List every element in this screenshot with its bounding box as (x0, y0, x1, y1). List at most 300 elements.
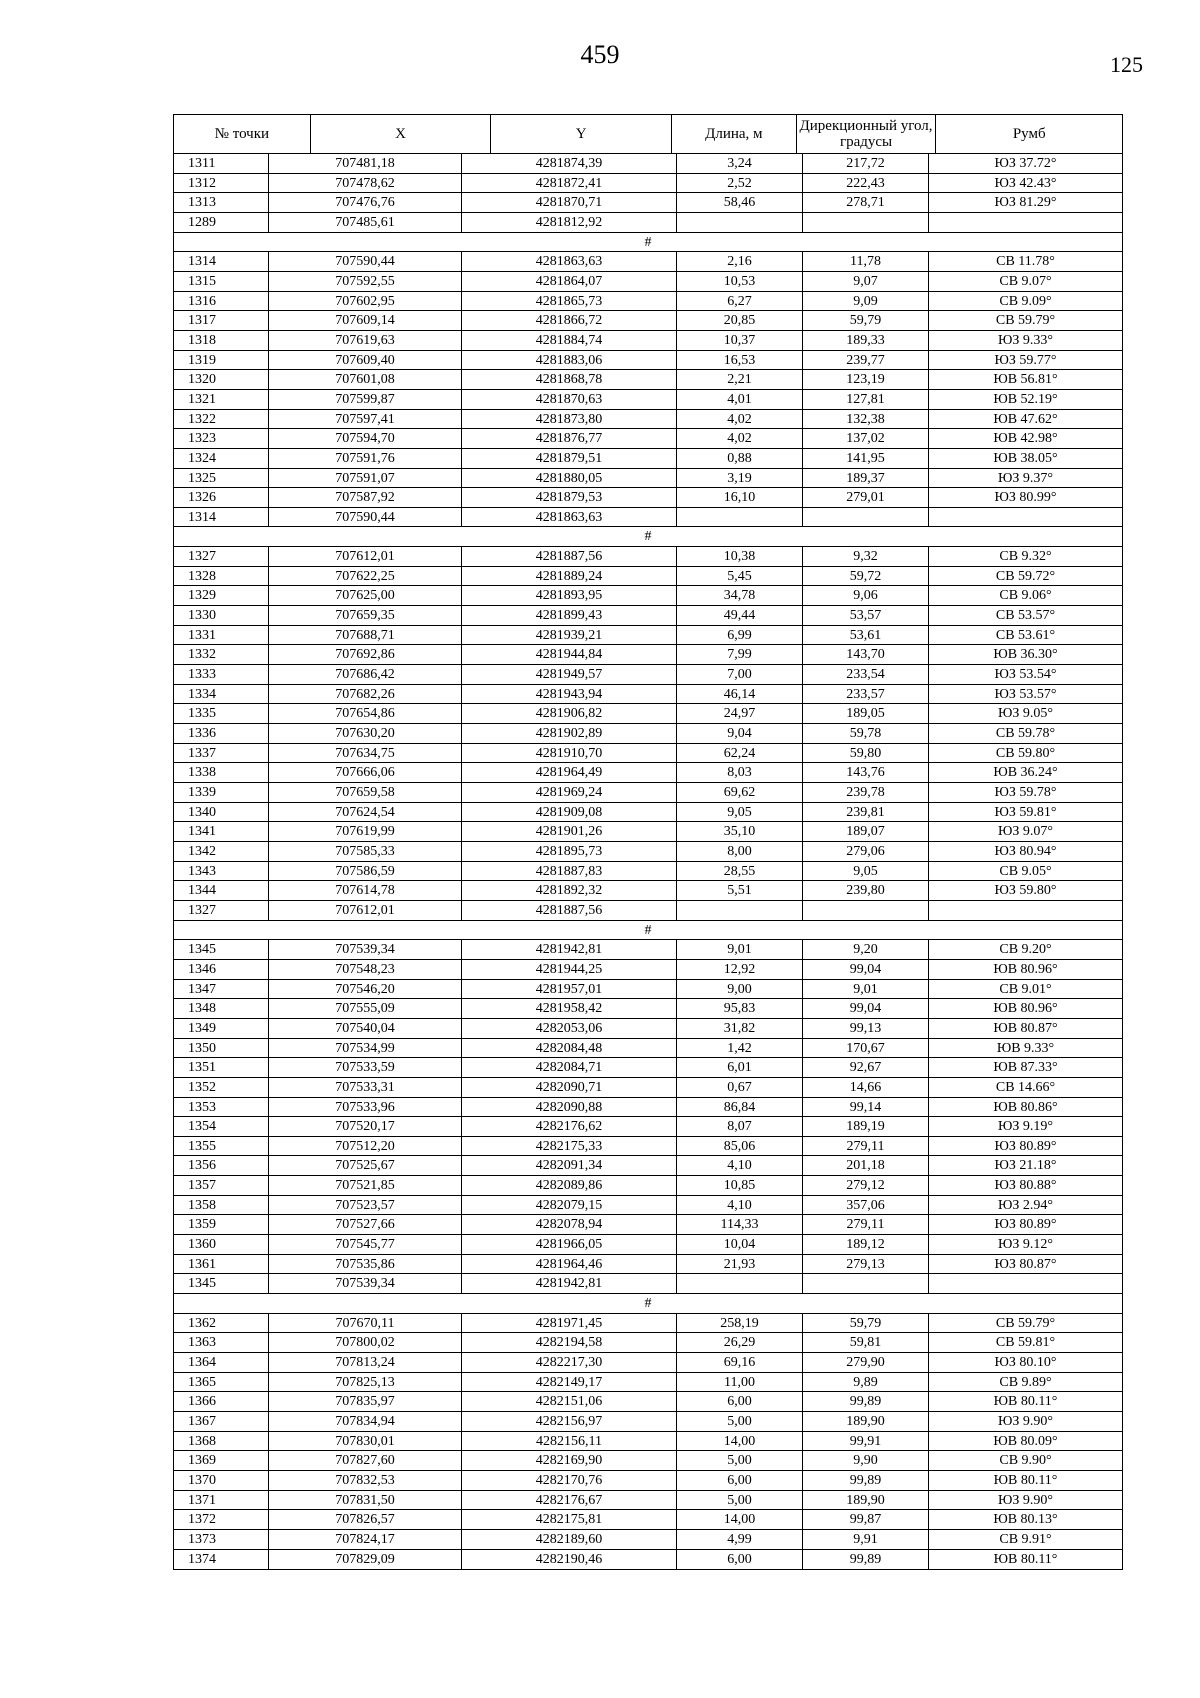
cell-point-number: 1368 (174, 1432, 269, 1451)
cell-direction-angle: 189,05 (803, 704, 929, 723)
table-row (174, 390, 1122, 410)
cell-x: 707826,57 (269, 1510, 462, 1529)
cell-rumb: СВ 59.81° (995, 1335, 1056, 1351)
cell-direction-angle: 9,90 (803, 1451, 929, 1470)
cell-point-number: 1289 (174, 213, 269, 232)
cell-length: 10,53 (677, 272, 803, 291)
cell-point-number: 1356 (174, 1156, 269, 1175)
cell-length: 69,62 (677, 783, 803, 802)
cell-x: 707586,59 (269, 862, 462, 881)
cell-length: 10,85 (677, 1176, 803, 1195)
cell-x: 707829,09 (269, 1550, 462, 1570)
cell-rumb (929, 213, 1122, 232)
contour-separator-row (174, 921, 1122, 941)
contour-separator-row (174, 233, 1122, 253)
table-row (174, 626, 1122, 646)
table-row (174, 488, 1122, 508)
cell-y: 4282170,76 (462, 1471, 677, 1490)
cell-rumb: СВ 14.66° (995, 1079, 1056, 1095)
cell-direction-angle: 99,87 (803, 1510, 929, 1529)
cell-x: 707609,40 (269, 351, 462, 370)
cell-length: 21,93 (677, 1255, 803, 1274)
cell-point-number: 1338 (174, 763, 269, 782)
table-row (174, 1196, 1122, 1216)
cell-x: 707609,14 (269, 311, 462, 330)
cell-point-number: 1352 (174, 1078, 269, 1097)
cell-point-number: 1315 (174, 272, 269, 291)
table-row (174, 1156, 1122, 1176)
table-row (174, 862, 1122, 882)
cell-y: 4281863,63 (462, 508, 677, 527)
table-row (174, 1412, 1122, 1432)
cell-y: 4282084,71 (462, 1058, 677, 1077)
cell-length: 9,00 (677, 980, 803, 999)
cell-direction-angle: 14,66 (803, 1078, 929, 1097)
cell-x: 707587,92 (269, 488, 462, 507)
cell-rumb: СВ 59.79° (995, 313, 1056, 329)
cell-x: 707682,26 (269, 685, 462, 704)
cell-y: 4281879,53 (462, 488, 677, 507)
table-row (174, 469, 1122, 489)
table-row (174, 980, 1122, 1000)
cell-y: 4281887,56 (462, 547, 677, 566)
cell-x: 707539,34 (269, 940, 462, 959)
cell-y: 4281957,01 (462, 980, 677, 999)
cell-y: 4282149,17 (462, 1373, 677, 1392)
table-row (174, 1176, 1122, 1196)
cell-direction-angle: 279,90 (803, 1353, 929, 1372)
cell-x: 707534,99 (269, 1039, 462, 1058)
sheet-number: 125 (1110, 52, 1143, 77)
cell-rumb: ЮЗ 21.18° (994, 1158, 1057, 1174)
table-row (174, 1235, 1122, 1255)
cell-rumb: ЮЗ 9.19° (997, 1119, 1053, 1135)
cell-y: 4282175,81 (462, 1510, 677, 1529)
table-row (174, 1274, 1122, 1294)
cell-length: 2,16 (677, 252, 803, 271)
cell-x: 707835,97 (269, 1392, 462, 1411)
table-row (174, 606, 1122, 626)
cell-point-number: 1332 (174, 645, 269, 664)
cell-y: 4281939,21 (462, 626, 677, 645)
cell-rumb: ЮЗ 37.72° (994, 156, 1057, 171)
cell-x: 707622,25 (269, 567, 462, 586)
cell-rumb: ЮЗ 59.80° (994, 883, 1057, 899)
cell-rumb: ЮЗ 9.90° (997, 1492, 1053, 1508)
cell-rumb: СВ 9.89° (999, 1374, 1052, 1390)
header-point-number: № точки (174, 115, 311, 153)
cell-y: 4281949,57 (462, 665, 677, 684)
cell-y: 4281866,72 (462, 311, 677, 330)
cell-length: 85,06 (677, 1137, 803, 1156)
cell-y: 4282217,30 (462, 1353, 677, 1372)
cell-x: 707594,70 (269, 429, 462, 448)
cell-rumb: ЮЗ 2.94° (997, 1197, 1053, 1213)
cell-length (677, 508, 803, 527)
cell-rumb: ЮВ 80.09° (993, 1433, 1058, 1449)
cell-rumb: ЮВ 80.11° (993, 1394, 1058, 1410)
cell-x: 707827,60 (269, 1451, 462, 1470)
cell-rumb: ЮЗ 80.94° (994, 843, 1057, 859)
cell-length: 34,78 (677, 586, 803, 605)
table-row (174, 1039, 1122, 1059)
cell-rumb: СВ 9.01° (999, 981, 1052, 997)
cell-rumb: СВ 9.06° (999, 588, 1052, 604)
cell-direction-angle: 279,11 (803, 1215, 929, 1234)
cell-x: 707630,20 (269, 724, 462, 743)
header-x: X (311, 115, 492, 153)
cell-length: 1,42 (677, 1039, 803, 1058)
cell-length: 8,03 (677, 763, 803, 782)
cell-x: 707824,17 (269, 1530, 462, 1549)
cell-rumb: СВ 9.91° (999, 1531, 1052, 1547)
cell-y: 4281944,84 (462, 645, 677, 664)
table-row (174, 940, 1122, 960)
table-row (174, 547, 1122, 567)
cell-x: 707533,96 (269, 1098, 462, 1117)
cell-direction-angle: 9,20 (803, 940, 929, 959)
table-header (173, 114, 1123, 154)
cell-length: 95,83 (677, 999, 803, 1018)
cell-rumb (929, 508, 1122, 527)
cell-direction-angle: 189,37 (803, 469, 929, 488)
cell-point-number: 1349 (174, 1019, 269, 1038)
cell-y: 4282194,58 (462, 1333, 677, 1352)
cell-x: 707591,76 (269, 449, 462, 468)
table-row (174, 1510, 1122, 1530)
cell-x: 707612,01 (269, 901, 462, 920)
cell-rumb: ЮВ 80.86° (993, 1099, 1058, 1115)
cell-y: 4281943,94 (462, 685, 677, 704)
cell-point-number: 1360 (174, 1235, 269, 1254)
table-row (174, 704, 1122, 724)
cell-direction-angle: 59,78 (803, 724, 929, 743)
cell-y: 4281892,32 (462, 881, 677, 900)
cell-direction-angle: 278,71 (803, 193, 929, 212)
cell-length: 3,19 (677, 469, 803, 488)
cell-direction-angle (803, 213, 929, 232)
cell-direction-angle: 9,01 (803, 980, 929, 999)
cell-point-number: 1321 (174, 390, 269, 409)
cell-x: 707688,71 (269, 626, 462, 645)
table-row (174, 1137, 1122, 1157)
cell-direction-angle: 59,72 (803, 567, 929, 586)
cell-length: 8,00 (677, 842, 803, 861)
cell-length: 20,85 (677, 311, 803, 330)
cell-y: 4281901,26 (462, 822, 677, 841)
cell-rumb: ЮЗ 9.33° (997, 332, 1053, 348)
cell-y: 4281874,39 (462, 154, 677, 173)
cell-y: 4281895,73 (462, 842, 677, 861)
cell-y: 4282190,46 (462, 1550, 677, 1570)
cell-direction-angle: 59,79 (803, 1314, 929, 1333)
table-row (174, 174, 1122, 194)
cell-point-number: 1358 (174, 1196, 269, 1215)
cell-rumb: ЮВ 47.62° (993, 411, 1058, 427)
cell-direction-angle: 9,89 (803, 1373, 929, 1392)
cell-x: 707831,50 (269, 1491, 462, 1510)
cell-y: 4282089,86 (462, 1176, 677, 1195)
cell-length: 16,53 (677, 351, 803, 370)
cell-y: 4281964,49 (462, 763, 677, 782)
cell-direction-angle: 9,05 (803, 862, 929, 881)
cell-point-number: 1371 (174, 1491, 269, 1510)
cell-direction-angle: 239,77 (803, 351, 929, 370)
cell-direction-angle: 217,72 (803, 154, 929, 173)
cell-rumb: СВ 59.78° (995, 726, 1056, 742)
cell-rumb (929, 901, 1122, 920)
cell-direction-angle: 189,12 (803, 1235, 929, 1254)
cell-direction-angle: 123,19 (803, 370, 929, 389)
cell-y: 4282090,71 (462, 1078, 677, 1097)
cell-length: 11,00 (677, 1373, 803, 1392)
cell-length: 2,21 (677, 370, 803, 389)
cell-length: 35,10 (677, 822, 803, 841)
cell-x: 707539,34 (269, 1274, 462, 1293)
cell-length: 69,16 (677, 1353, 803, 1372)
table-row (174, 1353, 1122, 1373)
cell-point-number: 1366 (174, 1392, 269, 1411)
cell-x: 707832,53 (269, 1471, 462, 1490)
cell-length: 4,10 (677, 1156, 803, 1175)
cell-direction-angle: 239,80 (803, 881, 929, 900)
cell-rumb: ЮЗ 53.54° (994, 667, 1057, 683)
cell-x: 707585,33 (269, 842, 462, 861)
cell-y: 4281812,92 (462, 213, 677, 232)
cell-point-number: 1339 (174, 783, 269, 802)
table-row (174, 822, 1122, 842)
cell-direction-angle: 99,04 (803, 960, 929, 979)
cell-y: 4282156,97 (462, 1412, 677, 1431)
table-row (174, 763, 1122, 783)
cell-y: 4281887,83 (462, 862, 677, 881)
cell-point-number: 1318 (174, 331, 269, 350)
table-row (174, 724, 1122, 744)
cell-y: 4282090,88 (462, 1098, 677, 1117)
cell-x: 707619,63 (269, 331, 462, 350)
cell-direction-angle: 59,79 (803, 311, 929, 330)
table-row (174, 508, 1122, 528)
cell-point-number: 1357 (174, 1176, 269, 1195)
table-row (174, 193, 1122, 213)
separator-mark: # (644, 1296, 652, 1312)
cell-direction-angle: 189,90 (803, 1491, 929, 1510)
table-row (174, 1451, 1122, 1471)
cell-direction-angle: 141,95 (803, 449, 929, 468)
cell-x: 707592,55 (269, 272, 462, 291)
cell-direction-angle: 11,78 (803, 252, 929, 271)
cell-point-number: 1316 (174, 292, 269, 311)
cell-y: 4281876,77 (462, 429, 677, 448)
cell-y: 4281942,81 (462, 940, 677, 959)
cell-x: 707527,66 (269, 1215, 462, 1234)
cell-length: 49,44 (677, 606, 803, 625)
cell-direction-angle: 239,81 (803, 803, 929, 822)
cell-y: 4281883,06 (462, 351, 677, 370)
cell-y: 4282176,62 (462, 1117, 677, 1136)
cell-y: 4281873,80 (462, 410, 677, 429)
cell-length (677, 213, 803, 232)
cell-rumb: СВ 9.20° (999, 942, 1052, 958)
cell-point-number: 1323 (174, 429, 269, 448)
cell-length: 14,00 (677, 1432, 803, 1451)
cell-rumb: ЮЗ 42.43° (994, 175, 1057, 191)
cell-point-number: 1322 (174, 410, 269, 429)
cell-rumb: СВ 9.09° (999, 293, 1052, 309)
cell-x: 707545,77 (269, 1235, 462, 1254)
table-row (174, 1491, 1122, 1511)
cell-rumb: СВ 9.05° (999, 863, 1052, 879)
cell-point-number: 1364 (174, 1353, 269, 1372)
cell-length: 6,01 (677, 1058, 803, 1077)
cell-point-number: 1336 (174, 724, 269, 743)
table-row (174, 1117, 1122, 1137)
cell-y: 4281944,25 (462, 960, 677, 979)
cell-x: 707654,86 (269, 704, 462, 723)
table-row (174, 449, 1122, 469)
cell-x: 707601,08 (269, 370, 462, 389)
cell-direction-angle: 99,89 (803, 1471, 929, 1490)
cell-length (677, 901, 803, 920)
cell-rumb: ЮЗ 80.10° (994, 1355, 1057, 1371)
table-row (174, 1255, 1122, 1275)
cell-rumb: ЮЗ 59.77° (994, 352, 1057, 368)
table-row (174, 1373, 1122, 1393)
cell-direction-angle: 189,90 (803, 1412, 929, 1431)
cell-direction-angle (803, 508, 929, 527)
cell-length: 6,00 (677, 1550, 803, 1570)
cell-direction-angle: 99,89 (803, 1392, 929, 1411)
cell-point-number: 1373 (174, 1530, 269, 1549)
cell-direction-angle: 59,81 (803, 1333, 929, 1352)
cell-length: 6,00 (677, 1471, 803, 1490)
cell-y: 4281870,71 (462, 193, 677, 212)
cell-length: 0,88 (677, 449, 803, 468)
cell-point-number: 1327 (174, 901, 269, 920)
cell-direction-angle: 53,61 (803, 626, 929, 645)
cell-rumb: ЮВ 87.33° (993, 1060, 1058, 1076)
table-row (174, 370, 1122, 390)
cell-rumb: ЮВ 80.87° (993, 1020, 1058, 1036)
cell-length: 258,19 (677, 1314, 803, 1333)
cell-length: 28,55 (677, 862, 803, 881)
cell-length: 8,07 (677, 1117, 803, 1136)
table-row (174, 351, 1122, 371)
table-row (174, 665, 1122, 685)
cell-length: 62,24 (677, 744, 803, 763)
cell-rumb: ЮВ 52.19° (993, 391, 1058, 407)
cell-direction-angle: 53,57 (803, 606, 929, 625)
cell-length: 4,10 (677, 1196, 803, 1215)
cell-rumb: ЮЗ 80.99° (994, 490, 1057, 506)
cell-rumb: ЮЗ 53.57° (994, 686, 1057, 702)
cell-point-number: 1369 (174, 1451, 269, 1470)
table-row (174, 1471, 1122, 1491)
cell-y: 4281971,45 (462, 1314, 677, 1333)
cell-point-number: 1347 (174, 980, 269, 999)
cell-length: 2,52 (677, 174, 803, 193)
cell-point-number: 1326 (174, 488, 269, 507)
table-row (174, 685, 1122, 705)
cell-y: 4281958,42 (462, 999, 677, 1018)
cell-y: 4281863,63 (462, 252, 677, 271)
cell-y: 4282078,94 (462, 1215, 677, 1234)
table-row (174, 331, 1122, 351)
cell-y: 4281864,07 (462, 272, 677, 291)
cell-x: 707624,54 (269, 803, 462, 822)
cell-direction-angle: 279,01 (803, 488, 929, 507)
table-row (174, 1530, 1122, 1550)
cell-direction-angle: 233,54 (803, 665, 929, 684)
cell-y: 4282156,11 (462, 1432, 677, 1451)
cell-y: 4281964,46 (462, 1255, 677, 1274)
cell-rumb: СВ 59.72° (995, 568, 1056, 584)
cell-x: 707619,99 (269, 822, 462, 841)
cell-y: 4281909,08 (462, 803, 677, 822)
header-direction-angle: Дирекционный угол, градусы (797, 115, 937, 153)
cell-length: 7,99 (677, 645, 803, 664)
cell-point-number: 1344 (174, 881, 269, 900)
cell-y: 4282176,67 (462, 1491, 677, 1510)
cell-x: 707540,04 (269, 1019, 462, 1038)
contour-separator-row (174, 527, 1122, 547)
cell-rumb: ЮВ 36.30° (993, 647, 1058, 663)
cell-direction-angle: 279,13 (803, 1255, 929, 1274)
cell-length: 10,04 (677, 1235, 803, 1254)
cell-rumb: ЮЗ 59.78° (994, 785, 1057, 800)
cell-length: 4,99 (677, 1530, 803, 1549)
cell-y: 4281865,73 (462, 292, 677, 311)
cell-x: 707533,59 (269, 1058, 462, 1077)
cell-point-number: 1374 (174, 1550, 269, 1570)
cell-y: 4281887,56 (462, 901, 677, 920)
table-row (174, 272, 1122, 292)
cell-x: 707535,86 (269, 1255, 462, 1274)
cell-y: 4282084,48 (462, 1039, 677, 1058)
table-row (174, 1550, 1122, 1570)
cell-direction-angle: 99,89 (803, 1550, 929, 1570)
cell-length: 86,84 (677, 1098, 803, 1117)
cell-point-number: 1370 (174, 1471, 269, 1490)
cell-point-number: 1333 (174, 665, 269, 684)
cell-direction-angle: 9,07 (803, 272, 929, 291)
cell-rumb (929, 1274, 1122, 1293)
cell-x: 707825,13 (269, 1373, 462, 1392)
cell-length: 5,00 (677, 1491, 803, 1510)
cell-rumb: ЮЗ 9.90° (997, 1414, 1053, 1429)
cell-length: 6,99 (677, 626, 803, 645)
cell-direction-angle: 99,91 (803, 1432, 929, 1451)
cell-direction-angle (803, 1274, 929, 1293)
separator-mark: # (644, 922, 652, 938)
cell-y: 4282091,34 (462, 1156, 677, 1175)
contour-separator-row (174, 1294, 1122, 1314)
cell-point-number: 1337 (174, 744, 269, 763)
cell-x: 707590,44 (269, 252, 462, 271)
cell-point-number: 1331 (174, 626, 269, 645)
table-row (174, 1098, 1122, 1118)
cell-length: 58,46 (677, 193, 803, 212)
cell-x: 707659,35 (269, 606, 462, 625)
cell-point-number: 1314 (174, 508, 269, 527)
cell-point-number: 1350 (174, 1039, 269, 1058)
cell-direction-angle: 99,13 (803, 1019, 929, 1038)
cell-point-number: 1313 (174, 193, 269, 212)
cell-point-number: 1342 (174, 842, 269, 861)
cell-direction-angle: 222,43 (803, 174, 929, 193)
cell-point-number: 1345 (174, 1274, 269, 1293)
cell-y: 4281910,70 (462, 744, 677, 763)
